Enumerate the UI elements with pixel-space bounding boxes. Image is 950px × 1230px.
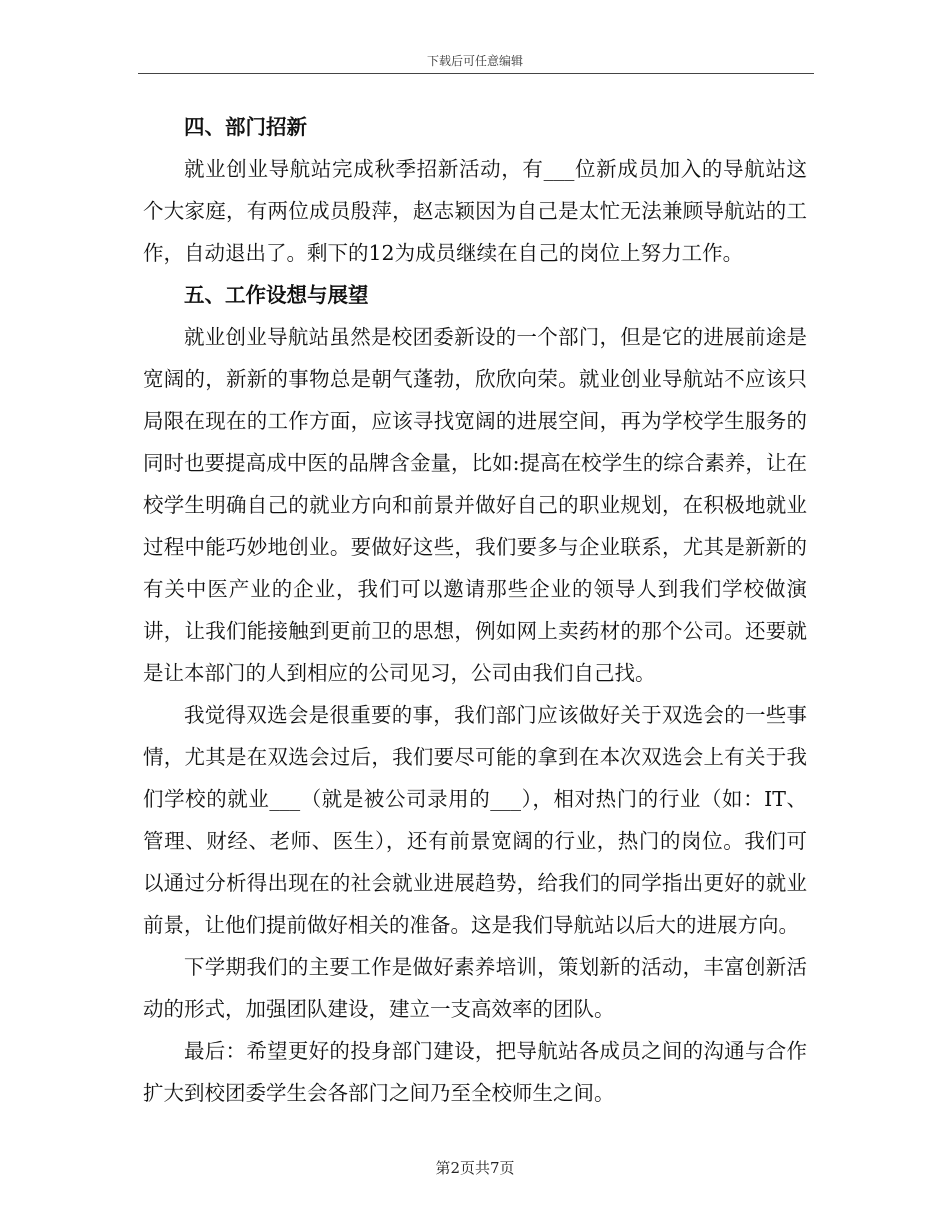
document-body [143, 106, 807, 1114]
page-header: 下载后可任意编辑 [426, 54, 523, 68]
paragraph: 我觉得双选会是很重要的事，我们部门应该做好关于双选会的一些事情，尤其是在双选会过后，我们要尽可能的拿到在本次双选会上有关于我们学校的就业___（就是被公司录用的___），相对热门的行业（如：IT、管理、财经、老师、医生），还有前景宽阔的行业，热门的岗位。我们可以通过分析得出现在的社会就业进展趋势，给我们的同学指出更好的就业前景，让他们提前做好相关的准备。这是我们导航站以后大的进展方向。 [143, 703, 807, 937]
section-heading-outlook: 五、工作设想与展望 [184, 283, 369, 307]
paragraph: 最后：希望更好的投身部门建设，把导航站各成员之间的沟通与合作扩大到校团委学生会各部门之间乃至全校师生之间。 [143, 1039, 807, 1105]
header-divider [138, 73, 814, 74]
page-footer: 第2页共7页 [435, 1159, 515, 1177]
section-heading-recruitment: 四、部门招新 [184, 115, 307, 139]
paragraph: 下学期我们的主要工作是做好素养培训，策划新的活动，丰富创新活动的形式，加强团队建设，建立一支高效率的团队。 [143, 955, 807, 1021]
paragraph: 就业创业导航站完成秋季招新活动，有___位新成员加入的导航站这个大家庭，有两位成员殷萍，赵志颖因为自己是太忙无法兼顾导航站的工作，自动退出了。剩下的12为成员继续在自己的岗位上努力工作。 [143, 157, 807, 265]
paragraph: 就业创业导航站虽然是校团委新设的一个部门，但是它的进展前途是宽阔的，新新的事物总是朝气蓬勃，欣欣向荣。就业创业导航站不应该只局限在现在的工作方面，应该寻找宽阔的进展空间，再为学校学生服务的同时也要提高成中医的品牌含金量，比如:提高在校学生的综合素养，让在校学生明确自己的就业方向和前景并做好自己的职业规划，在积极地就业过程中能巧妙地创业。要做好这些，我们要多与企业联系，尤其是新新的有关中医产业的企业，我们可以邀请那些企业的领导人到我们学校做演讲，让我们能接触到更前卫的思想，例如网上卖药材的那个公司。还要就是让本部门的人到相应的公司见习，公司由我们自己找。 [143, 325, 807, 685]
